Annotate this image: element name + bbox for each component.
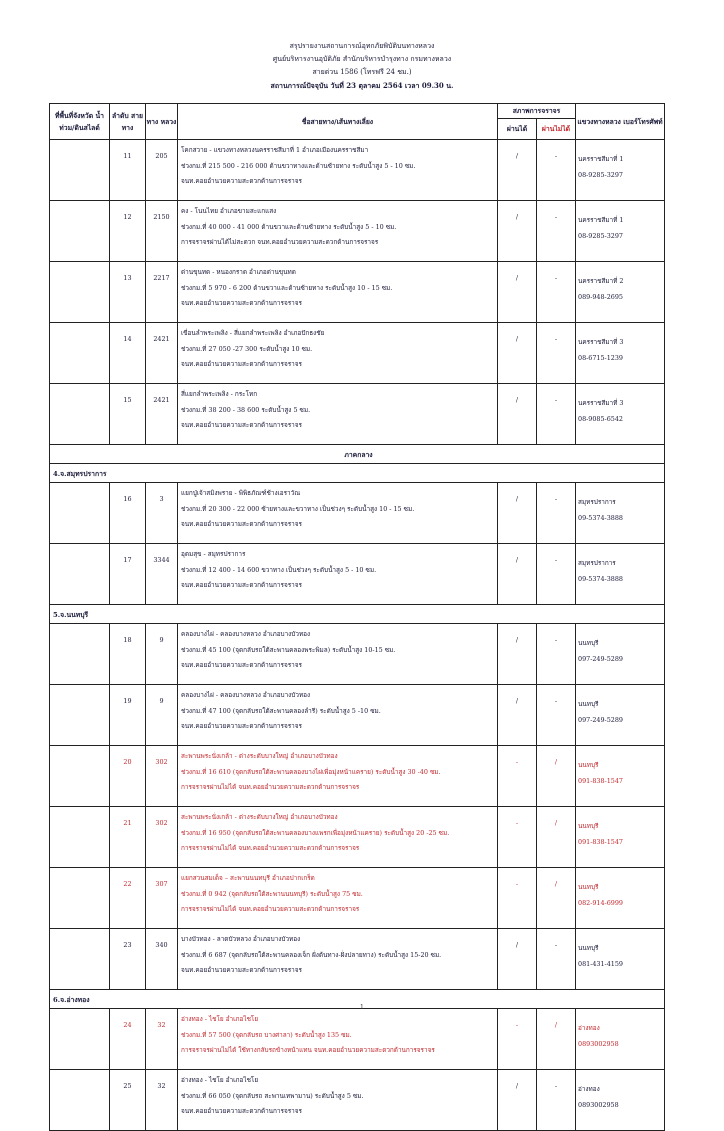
pass-cell: / bbox=[498, 140, 537, 201]
report-datetime: สถานการณ์ปัจจุบัน วันที่ 23 ตุลาคม 2564 เวลา 09.30 น. bbox=[270, 81, 454, 90]
contact-cell bbox=[576, 868, 665, 929]
nopass-cell: - bbox=[537, 140, 576, 201]
route-description-line: ช่วงกม.ที่ 45 100 (จุดกลับรถใต้สะพานคลองพระพิมล) ระดับน้ำสูง 10-15 ซม. bbox=[181, 645, 396, 654]
seq-cell: 20 bbox=[110, 746, 146, 807]
office-name: สมุทรปราการ bbox=[578, 498, 616, 506]
contact-cell bbox=[576, 201, 665, 262]
pass-cell: - bbox=[498, 807, 537, 868]
section-title: 6.จ.อ่างทอง bbox=[50, 990, 665, 1009]
province-cell bbox=[50, 624, 110, 685]
route-description-line: การจราจรผ่านไม่ได้ ใช้ทางกลับรถข้างหน้าแทน จนท.คอยอำนวยความสะดวกด้านการจราจร bbox=[181, 1046, 435, 1054]
contact-cell bbox=[576, 929, 665, 990]
seq-cell: 15 bbox=[110, 384, 146, 445]
route-description-line: บางบัวทอง - ลาดบัวหลวง อำเภอบางบัวทอง bbox=[181, 935, 301, 943]
office-name: นครราชสีมาที่ 1 bbox=[578, 216, 624, 224]
report-header bbox=[0, 40, 724, 92]
office-name: นครราชสีมาที่ 3 bbox=[578, 399, 624, 407]
route-description-line: ช่วงกม.ที่ 215 500 - 216 000 ด้านขวาทางและด้านซ้ายทาง ระดับน้ำสูง 5 - 10 ซม. bbox=[181, 161, 416, 170]
report-hotline: สายด่วน 1586 (โทรฟรี 24 ชม.) bbox=[312, 68, 412, 76]
route-description-line: ช่วงกม.ที่ 0 942 (จุดกลับรถใต้สะพานนนทบุรี) ระดับน้ำสูง 75 ซม. bbox=[181, 889, 363, 898]
route-description-line: คลองบางไผ่ - คลองบางหลวง อำเภอบางบัวทอง bbox=[181, 691, 311, 699]
contact-cell bbox=[576, 140, 665, 201]
office-name: นนทบุรี bbox=[578, 761, 599, 769]
route-description-line: จนท.คอยอำนวยความสะดวกด้านการจราจร bbox=[181, 722, 302, 730]
contact-cell bbox=[576, 262, 665, 323]
phone-number: 08-9085-6542 bbox=[578, 414, 623, 423]
route-number-cell: 340 bbox=[146, 929, 178, 990]
col-seq: ลำดับ สายทาง bbox=[110, 104, 146, 140]
phone-number: 081-431-4159 bbox=[578, 959, 623, 968]
nopass-cell: - bbox=[537, 624, 576, 685]
page-number: 1 bbox=[360, 1004, 364, 1011]
section-title: 5.จ.นนทบุรี bbox=[50, 605, 665, 624]
table-row bbox=[50, 685, 665, 746]
office-name: สมุทรปราการ bbox=[578, 559, 616, 567]
route-description-line: จนท.คอยอำนวยความสะดวกด้านการจราจร bbox=[181, 661, 302, 669]
phone-number: 091-838-1547 bbox=[578, 776, 623, 785]
phone-number: 09-5374-3888 bbox=[578, 574, 623, 583]
phone-number: 0893002958 bbox=[578, 1100, 619, 1109]
route-description-line: ช่วงกม.ที่ 47 100 (จุดกลับรถใต้สะพานคลองลำรี) ระดับน้ำสูง 5 -10 ซม. bbox=[181, 706, 381, 715]
col-route: ทาง หลวง bbox=[146, 104, 178, 140]
contact-cell bbox=[576, 1070, 665, 1131]
route-description-line: ช่วงกม.ที่ 66 050 (จุดกลับรถ สะพานเทพามาน) ระดับน้ำสูง 5 ซม. bbox=[181, 1091, 364, 1100]
route-description-line: ช่วงกม.ที่ 27 050 -27 300 ระดับน้ำสูง 10 ซม. bbox=[181, 344, 313, 353]
route-number-cell: 302 bbox=[146, 807, 178, 868]
office-name: นนทบุรี bbox=[578, 944, 599, 952]
route-description-line: ช่วงกม.ที่ 16 610 (จุดกลับรถใต้สะพานคลองบางไผ่เพื่อมุ่งหน้าแคราย) ระดับน้ำสูง 30 -40 ซม. bbox=[181, 767, 441, 776]
route-description-line: ช่วงกม.ที่ 6 687 (จุดกลับรถใต้สะพานคลองเจ็ก ฝั่งต้นทาง-ฝั่งปลายทาง) ระดับน้ำสูง 15-20 ซม. bbox=[181, 950, 442, 959]
contact-cell bbox=[576, 807, 665, 868]
pass-cell: / bbox=[498, 262, 537, 323]
route-description-line: แยกสวนสมเด็จ – สะพานนนทบุรี อำเภอปากเกร็ด bbox=[181, 874, 315, 882]
contact-cell bbox=[576, 746, 665, 807]
route-description-line: การจราจรผ่านได้ไม่สะดวก จนท.คอยอำนวยความสะดวกด้านการจราจร bbox=[181, 238, 379, 246]
seq-cell: 25 bbox=[110, 1070, 146, 1131]
table-row bbox=[50, 384, 665, 445]
route-description-line: อ่างทอง - ไชโย อำเภอไชโย bbox=[181, 1015, 259, 1023]
route-description-line: อ่างทอง - ไชโย อำเภอไชโย bbox=[181, 1076, 259, 1084]
province-cell bbox=[50, 483, 110, 544]
route-description-cell bbox=[178, 201, 498, 262]
phone-number: 091-838-1547 bbox=[578, 837, 623, 846]
route-number-cell: 205 bbox=[146, 140, 178, 201]
pass-cell: / bbox=[498, 1070, 537, 1131]
seq-cell: 13 bbox=[110, 262, 146, 323]
province-cell bbox=[50, 685, 110, 746]
route-description-line: เขื่อนลำพระเพลิง - สี่แยกลำพระเพลิง อำเภอปักธงชัย bbox=[181, 329, 325, 337]
route-description-line: ช่วงกม.ที่ 5 970 - 6 200 ด้านขวาและด้านซ้ายทาง ระดับน้ำสูง 10 - 15 ซม. bbox=[181, 283, 393, 292]
route-description-line: สะพานพระนั่งเกล้า - ต่างระดับบางใหญ่ อำเภอบางบัวทอง bbox=[181, 813, 338, 821]
phone-number: 09-5374-3888 bbox=[578, 513, 623, 522]
flood-report-table bbox=[49, 103, 665, 1131]
col-traffic: สภาพการจราจร bbox=[498, 104, 576, 119]
seq-cell: 24 bbox=[110, 1009, 146, 1070]
nopass-cell: / bbox=[537, 746, 576, 807]
col-nopass: ผ่านไม่ได้ bbox=[537, 119, 576, 140]
seq-cell: 19 bbox=[110, 685, 146, 746]
pass-cell: / bbox=[498, 323, 537, 384]
table-row bbox=[50, 624, 665, 685]
route-number-cell: 302 bbox=[146, 746, 178, 807]
route-description-line: คลองบางไผ่ - คลองบางหลวง อำเภอบางบัวทอง bbox=[181, 630, 311, 638]
route-description-cell bbox=[178, 807, 498, 868]
route-description-line: จนท.คอยอำนวยความสะดวกด้านการจราจร bbox=[181, 177, 302, 185]
table-row bbox=[50, 868, 665, 929]
col-name: ชื่อสายทาง/เส้นทางเลี่ยง bbox=[178, 104, 498, 140]
route-number-cell: 9 bbox=[146, 624, 178, 685]
route-description-line: ช่วงกม.ที่ 20 300 - 22 000 ซ้ายทางและขวาทาง เป็นช่วงๆ ระดับน้ำสูง 10 - 15 ซม. bbox=[181, 504, 415, 513]
route-description-line: โคกสวาย - แขวงทางหลวงนครราชสีมาที่ 1 อำเภอเมืองนครราชสีมา bbox=[181, 146, 369, 154]
seq-cell: 12 bbox=[110, 201, 146, 262]
table-row bbox=[50, 323, 665, 384]
report-department: ศูนย์บริหารงานอุบัติภัย สำนักบริหารบำรุงทาง กรมทางหลวง bbox=[272, 55, 452, 63]
province-cell bbox=[50, 1070, 110, 1131]
section-header bbox=[50, 605, 665, 624]
contact-cell bbox=[576, 1009, 665, 1070]
route-number-cell: 9 bbox=[146, 685, 178, 746]
contact-cell bbox=[576, 685, 665, 746]
nopass-cell: / bbox=[537, 807, 576, 868]
route-description-cell bbox=[178, 746, 498, 807]
seq-cell: 14 bbox=[110, 323, 146, 384]
seq-cell: 17 bbox=[110, 544, 146, 605]
office-name: นครราชสีมาที่ 2 bbox=[578, 277, 624, 285]
province-cell bbox=[50, 1009, 110, 1070]
pass-cell: / bbox=[498, 483, 537, 544]
route-description-line: ช่วงกม.ที่ 38 200 - 38 600 ระดับน้ำสูง 5 ซม. bbox=[181, 405, 311, 414]
route-description-line: จนท.คอยอำนวยความสะดวกด้านการจราจร bbox=[181, 520, 302, 528]
col-province: ที่พื้นที่จังหวัด น้ำท่วม/ดินสไลด์ bbox=[50, 104, 110, 140]
pass-cell: / bbox=[498, 384, 537, 445]
section-title: 4.จ.สมุทรปราการ bbox=[50, 464, 665, 483]
pass-cell: / bbox=[498, 685, 537, 746]
route-number-cell: 2217 bbox=[146, 262, 178, 323]
table-row bbox=[50, 1009, 665, 1070]
route-description-line: ช่วงกม.ที่ 12 400 - 14 600 ขวาทาง เป็นช่วงๆ ระดับน้ำสูง 5 - 10 ซม. bbox=[181, 565, 377, 574]
route-description-cell bbox=[178, 323, 498, 384]
route-description-line: ช่วงกม.ที่ 40 000 - 41 000 ด้านขวาและด้านซ้ายทาง ระดับน้ำสูง 5 - 10 ซม. bbox=[181, 222, 397, 231]
route-description-line: จนท.คอยอำนวยความสะดวกด้านการจราจร bbox=[181, 581, 302, 589]
contact-cell bbox=[576, 483, 665, 544]
section-header bbox=[50, 990, 665, 1009]
route-description-line: อุดมสุข - สมุทรปราการ bbox=[181, 550, 246, 558]
contact-cell bbox=[576, 624, 665, 685]
pass-cell: - bbox=[498, 746, 537, 807]
province-cell bbox=[50, 746, 110, 807]
route-description-line: สะพานพระนั่งเกล้า - ต่างระดับบางใหญ่ อำเภอบางบัวทอง bbox=[181, 752, 338, 760]
nopass-cell: - bbox=[537, 483, 576, 544]
province-cell bbox=[50, 544, 110, 605]
seq-cell: 11 bbox=[110, 140, 146, 201]
province-cell bbox=[50, 384, 110, 445]
route-description-line: จนท.คอยอำนวยความสะดวกด้านการจราจร bbox=[181, 360, 302, 368]
section-title: ภาคกลาง bbox=[50, 445, 665, 464]
report-title: สรุปรายงานสถานการณ์อุทกภัยพิบัติบนทางหลวง bbox=[289, 42, 435, 50]
route-description-line: จนท.คอยอำนวยความสะดวกด้านการจราจร bbox=[181, 299, 302, 307]
nopass-cell: - bbox=[537, 262, 576, 323]
phone-number: 08-9285-3297 bbox=[578, 170, 623, 179]
nopass-cell: - bbox=[537, 201, 576, 262]
nopass-cell: - bbox=[537, 544, 576, 605]
route-description-line: แยกปู่เจ้าสมิงพราย - พิพิธภัณฑ์ช้างเอราวัณ bbox=[181, 489, 301, 497]
route-description-cell bbox=[178, 140, 498, 201]
office-name: อ่างทอง bbox=[578, 1085, 600, 1093]
table-row bbox=[50, 1070, 665, 1131]
route-description-line: ช่วงกม.ที่ 57 500 (จุดกลับรถ บางศาลา) ระดับน้ำสูง 135 ซม. bbox=[181, 1030, 352, 1039]
route-number-cell: 2150 bbox=[146, 201, 178, 262]
route-description-line: การจราจรผ่านไม่ได้ จนท.คอยอำนวยความสะดวกด้านการจราจร bbox=[181, 905, 360, 913]
route-description-cell bbox=[178, 624, 498, 685]
col-pass: ผ่านได้ bbox=[498, 119, 537, 140]
pass-cell: / bbox=[498, 624, 537, 685]
route-description-cell bbox=[178, 685, 498, 746]
table-row bbox=[50, 483, 665, 544]
route-description-line: การจราจรผ่านไม่ได้ จนท.คอยอำนวยความสะดวกด้านการจราจร bbox=[181, 783, 360, 791]
table-row bbox=[50, 201, 665, 262]
route-number-cell: 3 bbox=[146, 483, 178, 544]
table-row bbox=[50, 140, 665, 201]
phone-number: 089-948-2695 bbox=[578, 292, 623, 301]
route-description-line: จนท.คอยอำนวยความสะดวกด้านการจราจร bbox=[181, 966, 302, 974]
seq-cell: 21 bbox=[110, 807, 146, 868]
route-description-line: ด่านขุนทด - หนองกราด อำเภอด่านขุนทด bbox=[181, 268, 296, 276]
office-name: นครราชสีมาที่ 1 bbox=[578, 155, 624, 163]
pass-cell: - bbox=[498, 1009, 537, 1070]
route-number-cell: 307 bbox=[146, 868, 178, 929]
pass-cell: / bbox=[498, 544, 537, 605]
contact-cell bbox=[576, 544, 665, 605]
nopass-cell: - bbox=[537, 685, 576, 746]
pass-cell: / bbox=[498, 201, 537, 262]
route-description-line: จนท.คอยอำนวยความสะดวกด้านการจราจร bbox=[181, 421, 302, 429]
section-header bbox=[50, 464, 665, 483]
office-name: นนทบุรี bbox=[578, 822, 599, 830]
province-cell bbox=[50, 807, 110, 868]
pass-cell: / bbox=[498, 929, 537, 990]
seq-cell: 23 bbox=[110, 929, 146, 990]
province-cell bbox=[50, 323, 110, 384]
nopass-cell: / bbox=[537, 1009, 576, 1070]
route-description-cell bbox=[178, 483, 498, 544]
contact-cell bbox=[576, 323, 665, 384]
province-cell bbox=[50, 868, 110, 929]
nopass-cell: - bbox=[537, 323, 576, 384]
nopass-cell: - bbox=[537, 384, 576, 445]
col-contact: แขวงทางหลวง เบอร์โทรศัพท์ bbox=[576, 104, 665, 140]
pass-cell: - bbox=[498, 868, 537, 929]
phone-number: 0893002958 bbox=[578, 1039, 619, 1048]
nopass-cell: - bbox=[537, 1070, 576, 1131]
route-description-line: การจราจรผ่านไม่ได้ จนท.คอยอำนวยความสะดวกด้านการจราจร bbox=[181, 844, 360, 852]
table-row bbox=[50, 807, 665, 868]
office-name: อ่างทอง bbox=[578, 1024, 600, 1032]
phone-number: 08-6715-1239 bbox=[578, 353, 623, 362]
phone-number: 097-249-5289 bbox=[578, 715, 623, 724]
route-description-cell bbox=[178, 929, 498, 990]
seq-cell: 22 bbox=[110, 868, 146, 929]
office-name: นครราชสีมาที่ 3 bbox=[578, 338, 624, 346]
province-cell bbox=[50, 201, 110, 262]
seq-cell: 18 bbox=[110, 624, 146, 685]
office-name: นนทบุรี bbox=[578, 883, 599, 891]
route-number-cell: 2421 bbox=[146, 384, 178, 445]
table-row bbox=[50, 262, 665, 323]
route-description-line: สี่แยกลำพระเพลิง - กระโทก bbox=[181, 390, 258, 398]
table-row bbox=[50, 544, 665, 605]
contact-cell bbox=[576, 384, 665, 445]
seq-cell: 16 bbox=[110, 483, 146, 544]
route-number-cell: 3344 bbox=[146, 544, 178, 605]
phone-number: 08-9285-3297 bbox=[578, 231, 623, 240]
province-cell bbox=[50, 262, 110, 323]
route-number-cell: 2421 bbox=[146, 323, 178, 384]
office-name: นนทบุรี bbox=[578, 639, 599, 647]
table-row bbox=[50, 929, 665, 990]
nopass-cell: - bbox=[537, 929, 576, 990]
phone-number: 097-249-5289 bbox=[578, 654, 623, 663]
route-description-cell bbox=[178, 868, 498, 929]
table-row bbox=[50, 746, 665, 807]
nopass-cell: / bbox=[537, 868, 576, 929]
route-number-cell: 32 bbox=[146, 1070, 178, 1131]
route-description-line: จนท.คอยอำนวยความสะดวกด้านการจราจร bbox=[181, 1107, 302, 1115]
section-header bbox=[50, 445, 665, 464]
route-description-line: ช่วงกม.ที่ 16 950 (จุดกลับรถใต้สะพานคลองบางแพรกเพื่อมุ่งหน้าแคราย) ระดับน้ำสูง 20 -25 ซม. bbox=[181, 828, 450, 837]
province-cell bbox=[50, 929, 110, 990]
route-description-line: คง - โนนไทย อำเภอขามสะแกแสง bbox=[181, 207, 277, 215]
table-body bbox=[50, 140, 665, 1131]
phone-number: 082-914-6999 bbox=[578, 898, 623, 907]
route-description-cell bbox=[178, 384, 498, 445]
route-description-cell bbox=[178, 262, 498, 323]
province-cell bbox=[50, 140, 110, 201]
route-description-cell bbox=[178, 544, 498, 605]
route-description-cell bbox=[178, 1070, 498, 1131]
office-name: นนทบุรี bbox=[578, 700, 599, 708]
route-number-cell: 32 bbox=[146, 1009, 178, 1070]
route-description-cell bbox=[178, 1009, 498, 1070]
